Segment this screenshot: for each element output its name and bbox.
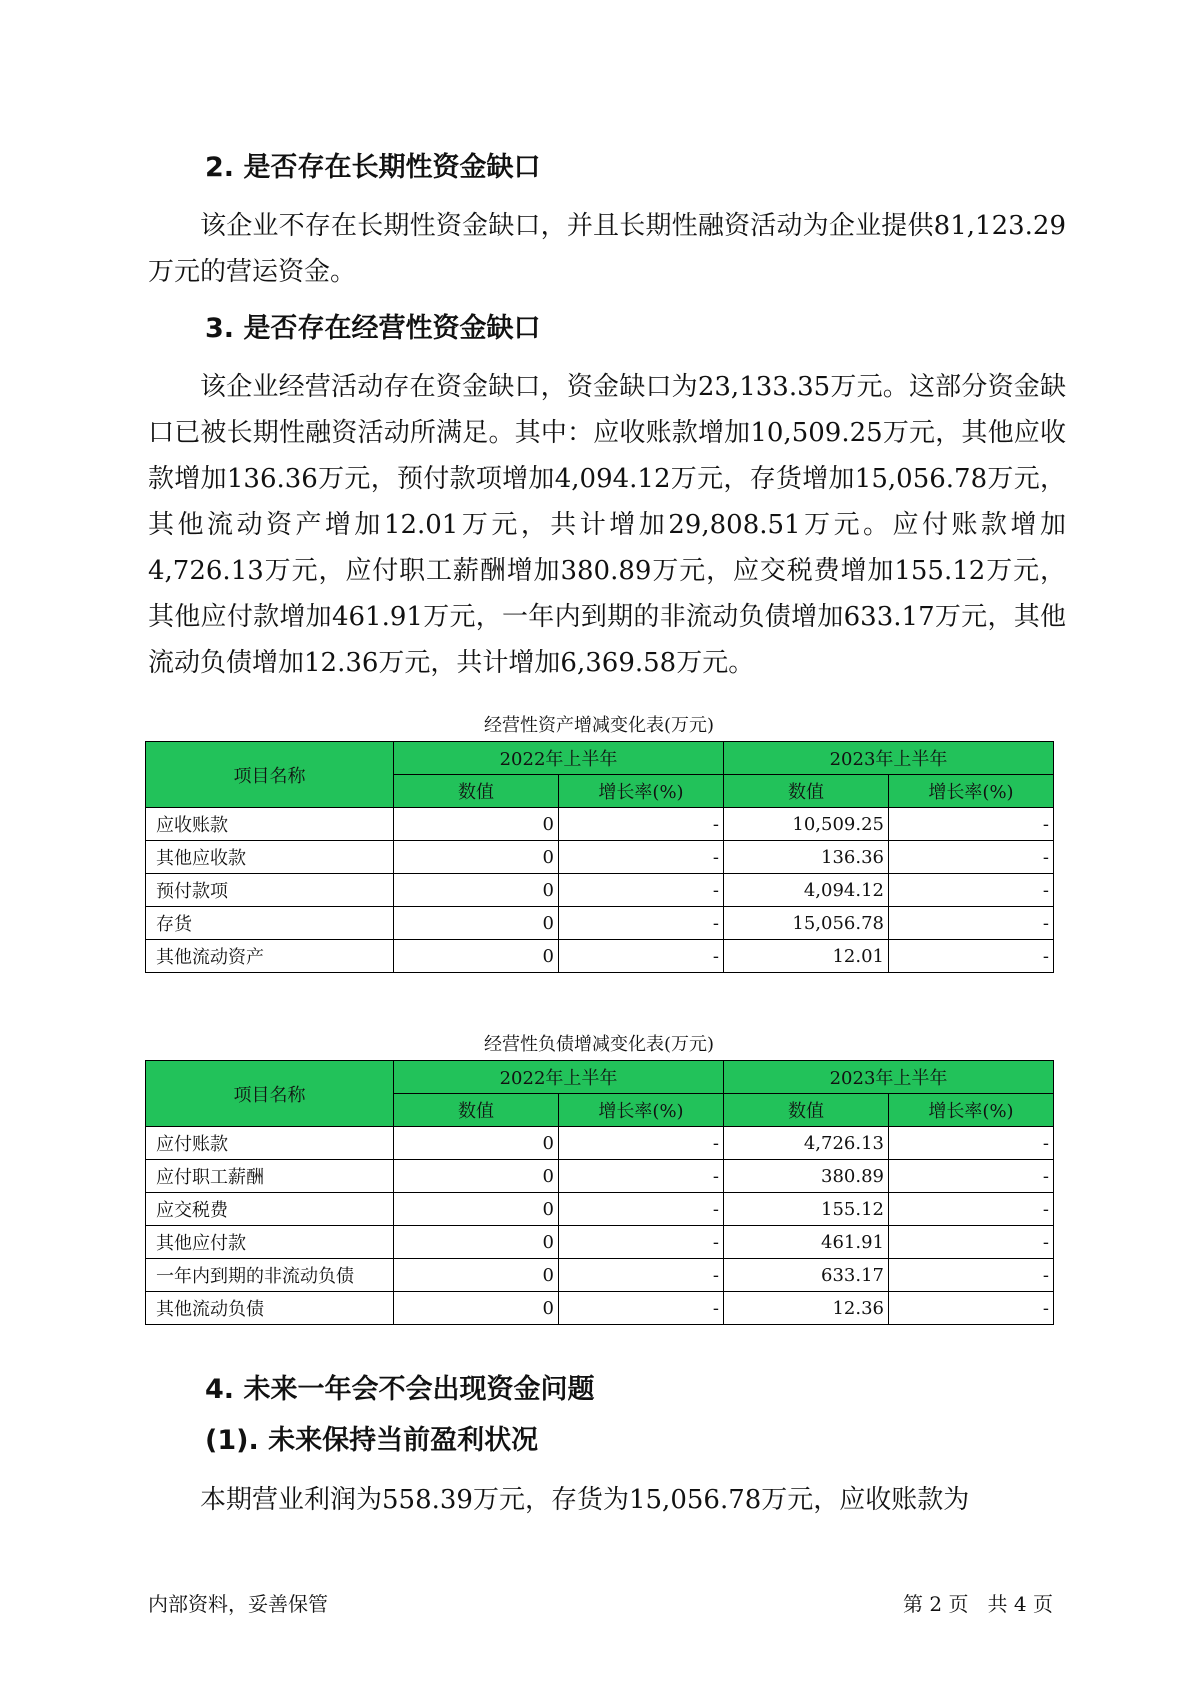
cell-value-2023: 4,094.12 (724, 874, 889, 907)
cell-rate-2022: - (559, 1160, 724, 1193)
row-item-name: 其他应付款 (146, 1226, 394, 1259)
header-period-2023: 2023年上半年 (724, 1061, 1054, 1094)
cell-value-2022: 0 (394, 1226, 559, 1259)
header-item-name: 项目名称 (146, 742, 394, 808)
row-item-name: 应交税费 (146, 1193, 394, 1226)
header-item-name: 项目名称 (146, 1061, 394, 1127)
header-value-2022: 数值 (394, 775, 559, 808)
section-2-text: 该企业不存在长期性资金缺口，并且长期性融资活动为企业提供81,123.29万元的营运资金。 (148, 211, 1066, 287)
header-rate-2023: 增长率(%) (889, 1094, 1054, 1127)
asset-table-caption: 经营性资产增减变化表(万元) (483, 715, 715, 736)
cell-value-2022: 0 (394, 1160, 559, 1193)
cell-rate-2022: - (559, 940, 724, 973)
row-item-name: 其他流动负债 (146, 1292, 394, 1325)
header-value-2022: 数值 (394, 1094, 559, 1127)
cell-rate-2023: - (889, 874, 1054, 907)
row-item-name: 应付职工薪酬 (146, 1160, 394, 1193)
table-row (146, 1259, 1054, 1292)
table-row (146, 1193, 1054, 1226)
cell-rate-2023: - (889, 1226, 1054, 1259)
table-row (146, 808, 1054, 841)
footer-confidential-note: 内部资料，妥善保管 (148, 1592, 328, 1616)
cell-value-2022: 0 (394, 1127, 559, 1160)
cell-rate-2023: - (889, 1160, 1054, 1193)
section-2-heading: 2. 是否存在长期性资金缺口 (205, 152, 541, 183)
liability-table-caption: 经营性负债增减变化表(万元) (483, 1034, 715, 1055)
cell-value-2022: 0 (394, 808, 559, 841)
header-rate-2022: 增长率(%) (559, 775, 724, 808)
table-row (146, 1292, 1054, 1325)
cell-rate-2023: - (889, 1259, 1054, 1292)
header-value-2023: 数值 (724, 1094, 889, 1127)
table-row (146, 1127, 1054, 1160)
cell-rate-2022: - (559, 1259, 724, 1292)
header-value-2023: 数值 (724, 775, 889, 808)
cell-rate-2023: - (889, 1193, 1054, 1226)
table-row (146, 1226, 1054, 1259)
cell-rate-2022: - (559, 808, 724, 841)
cell-rate-2023: - (889, 940, 1054, 973)
cell-rate-2022: - (559, 907, 724, 940)
section-3-heading: 3. 是否存在经营性资金缺口 (205, 313, 541, 344)
cell-value-2022: 0 (394, 841, 559, 874)
row-item-name: 预付款项 (146, 874, 394, 907)
footer-page-number: 第 2 页 共 4 页 (903, 1592, 1053, 1616)
cell-rate-2023: - (889, 907, 1054, 940)
section-3-text: 该企业经营活动存在资金缺口，资金缺口为23,133.35万元。这部分资金缺口已被长期性融资活动所满足。其中：应收账款增加10,509.25万元，其他应收款增加136.36万元，预付款项增加4,094.12万元，存货增加15,056.78万元，其他流动资产增加12.01万元，共计增加29,808.51万元。应付账款增加4,726.13万元，应付职工薪酬增加380.89万元，应交税费增加155.12万元，其他应付款增加461.91万元，一年内到期的非流动负债增加633.17万元，其他流动负债增加12.36万元，共计增加6,369.58万元。 (148, 372, 1066, 678)
header-rate-2023: 增长率(%) (889, 775, 1054, 808)
cell-value-2023: 12.36 (724, 1292, 889, 1325)
cell-value-2023: 4,726.13 (724, 1127, 889, 1160)
row-item-name: 其他应收款 (146, 841, 394, 874)
cell-rate-2022: - (559, 1226, 724, 1259)
cell-rate-2022: - (559, 874, 724, 907)
cell-value-2023: 136.36 (724, 841, 889, 874)
header-period-2023: 2023年上半年 (724, 742, 1054, 775)
row-item-name: 应收账款 (146, 808, 394, 841)
cell-rate-2022: - (559, 1127, 724, 1160)
cell-rate-2023: - (889, 841, 1054, 874)
cell-rate-2023: - (889, 1127, 1054, 1160)
row-item-name: 其他流动资产 (146, 940, 394, 973)
cell-rate-2023: - (889, 808, 1054, 841)
section-4-subheading: (1). 未来保持当前盈利状况 (205, 1425, 539, 1456)
asset-table (145, 741, 1054, 973)
cell-value-2022: 0 (394, 1259, 559, 1292)
table-row (146, 874, 1054, 907)
cell-value-2023: 15,056.78 (724, 907, 889, 940)
section-4-heading: 4. 未来一年会不会出现资金问题 (205, 1374, 595, 1405)
section-4-text: 本期营业利润为558.39万元，存货为15,056.78万元，应收账款为 (200, 1485, 970, 1515)
cell-value-2022: 0 (394, 1193, 559, 1226)
liability-table (145, 1060, 1054, 1325)
cell-rate-2022: - (559, 841, 724, 874)
header-period-2022: 2022年上半年 (394, 1061, 724, 1094)
row-item-name: 存货 (146, 907, 394, 940)
table-row (146, 841, 1054, 874)
cell-value-2023: 12.01 (724, 940, 889, 973)
table-row (146, 1160, 1054, 1193)
table-row (146, 907, 1054, 940)
cell-value-2022: 0 (394, 874, 559, 907)
cell-value-2023: 633.17 (724, 1259, 889, 1292)
cell-rate-2022: - (559, 1292, 724, 1325)
cell-rate-2023: - (889, 1292, 1054, 1325)
cell-value-2022: 0 (394, 907, 559, 940)
cell-value-2023: 10,509.25 (724, 808, 889, 841)
header-period-2022: 2022年上半年 (394, 742, 724, 775)
cell-value-2023: 380.89 (724, 1160, 889, 1193)
table-row (146, 940, 1054, 973)
row-item-name: 一年内到期的非流动负债 (146, 1259, 394, 1292)
row-item-name: 应付账款 (146, 1127, 394, 1160)
cell-value-2023: 155.12 (724, 1193, 889, 1226)
cell-value-2022: 0 (394, 1292, 559, 1325)
header-rate-2022: 增长率(%) (559, 1094, 724, 1127)
cell-value-2022: 0 (394, 940, 559, 973)
cell-value-2023: 461.91 (724, 1226, 889, 1259)
cell-rate-2022: - (559, 1193, 724, 1226)
